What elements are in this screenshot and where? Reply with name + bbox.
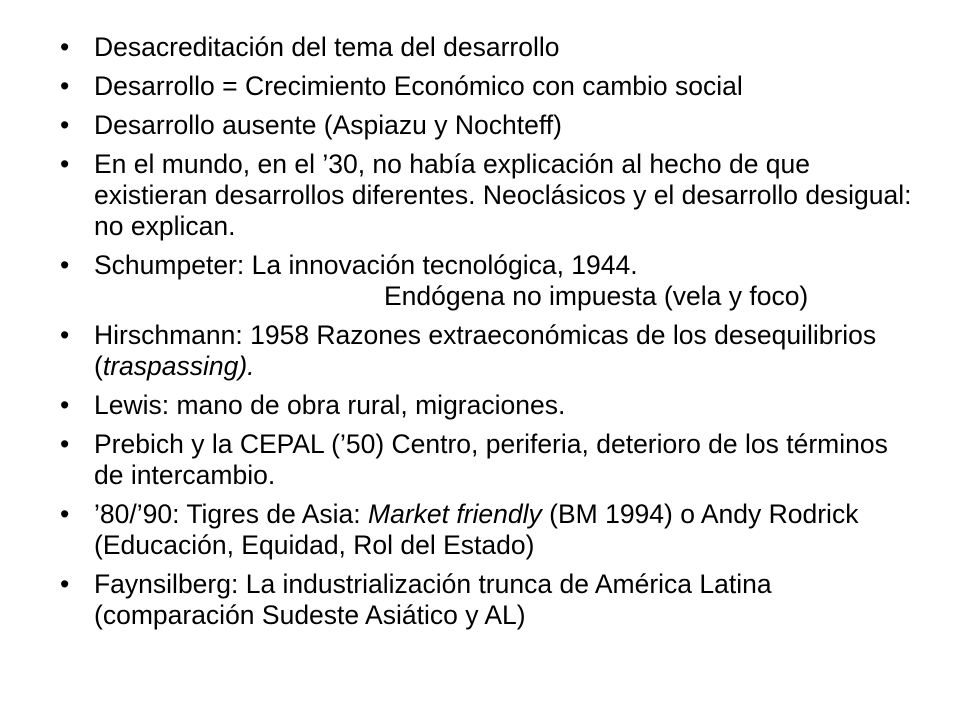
bullet-item <box>60 569 920 631</box>
bullet-text: (BM 1994) o Andy Rodrick (Educación, Equidad, Rol del Estado) <box>94 499 859 560</box>
bullet-text: Hirschmann: 1958 Razones extraeconómicas de los desequilibrios ( <box>94 320 877 381</box>
bullet-dot: • <box>60 390 70 420</box>
bullet-text: Desarrollo ausente (Aspiazu y Nochteff) <box>94 110 562 140</box>
bullet-item <box>60 149 920 242</box>
bullet-text: ’80/’90: Tigres de Asia: <box>94 499 368 529</box>
bullet-dot: • <box>60 110 70 140</box>
bullet-text: Desacreditación del tema del desarrollo <box>94 32 560 62</box>
bullet-dot: • <box>60 71 70 101</box>
bullet-dot: • <box>60 149 70 179</box>
bullet-dot: • <box>60 569 70 599</box>
bullet-dot: • <box>60 499 70 529</box>
bullet-item <box>60 320 920 382</box>
bullet-dot: • <box>60 32 70 62</box>
bullet-text: Faynsilberg: La industrialización trunca de América Latina (comparación Sudeste Asiático y AL) <box>94 569 772 630</box>
bullet-dot: • <box>60 429 70 459</box>
bullet-text: Schumpeter: La innovación tecnológica, 1944. <box>94 250 638 280</box>
bullet-dot: • <box>60 250 70 280</box>
bullet-text: Desarrollo = Crecimiento Económico con cambio social <box>94 71 743 101</box>
bullet-item <box>60 429 920 491</box>
bullet-text: Lewis: mano de obra rural, migraciones. <box>94 390 566 420</box>
bullet-text: En el mundo, en el ’30, no había explicación al hecho de que existieran desarrollos diferentes. Neoclásicos y el desarrollo desigual: no explican. <box>94 149 912 241</box>
bullet-item <box>60 250 920 312</box>
bullet-item <box>60 390 920 421</box>
bullet-item <box>60 32 920 63</box>
bullet-item <box>60 71 920 102</box>
bullet-text-italic: Market friendly <box>368 499 542 529</box>
bullet-text-italic: traspassing). <box>102 351 255 381</box>
bullet-list <box>60 32 920 639</box>
bullet-text: Prebich y la CEPAL (’50) Centro, periferia, deterioro de los términos de intercambio. <box>94 429 888 490</box>
bullet-dot: • <box>60 320 70 350</box>
bullet-item <box>60 499 920 561</box>
bullet-text-indented: Endógena no impuesta (vela y foco) <box>384 281 809 311</box>
bullet-item <box>60 110 920 141</box>
